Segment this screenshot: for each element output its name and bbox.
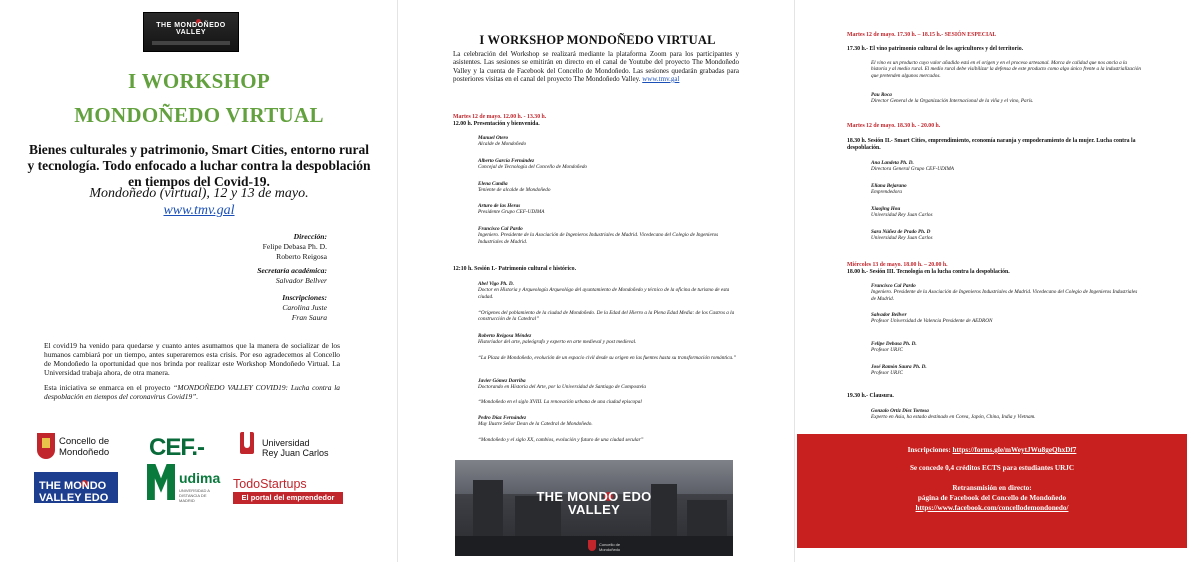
speaker-name: Arturo de las Heras <box>478 203 521 209</box>
registration-box <box>797 434 1187 548</box>
program-intro <box>453 50 739 83</box>
urjc-emblem-icon <box>240 432 254 454</box>
speaker-name: Eliana Bejarano <box>871 183 907 189</box>
talk-title: “Mondoñedo en el siglo XVIII. La renovación urbana de una ciudad episcopal <box>478 399 642 405</box>
speaker-role: Doctor en Historia y Arqueología Arqueológo del ayuntamiento de Mondoñedo y técnico de la oficina de turismo de esta ciudad. <box>478 287 730 300</box>
secretaria-credit <box>257 266 327 286</box>
speaker-role: Profesor URJC <box>871 370 903 377</box>
registration-line <box>797 446 1187 455</box>
speaker-entry <box>871 183 1141 196</box>
todostartups-logo <box>233 477 343 505</box>
speaker-name: Alberto García Fernández <box>478 158 535 164</box>
speaker-name: José Ramón Saura Ph. D. <box>871 364 927 370</box>
speaker-entry <box>478 415 740 428</box>
speaker-entry <box>871 206 1141 219</box>
speaker-entry <box>478 135 740 148</box>
speaker-name: Xiaojing Hou <box>871 206 901 212</box>
speaker-role: Profesor URJC <box>871 347 903 354</box>
facebook-link[interactable]: https://www.facebook.com/concellodemondonedo/ <box>915 504 1069 512</box>
speaker-entry <box>478 281 740 300</box>
special-session-description: El vino es un producto cuyo valor añadido está en el origen y en el proceso artesanal. Marca de calidad que nos ancla a la historia y al medio rural. El medio rural debe visibilizar la defensa de este producto como algo único frente a la industrialización que pretenden algunos mercados. <box>871 60 1141 79</box>
speaker-name: Manuel Otero <box>478 135 509 141</box>
direccion-label: Dirección: <box>293 232 327 241</box>
workshop-subtitle: Bienes culturales y patrimonio, Smart Cities, entorno rural y tecnología. Todo enfocado a luchar contra la despoblación en tiempos del Covid-19. <box>27 142 371 189</box>
program-intro-text: La celebración del Workshop se realizará mediante la plataforma Zoom para los participantes y asistentes. Las sesiones se emitirán en directo en el canal de Youtube del proyecto The Mondoñedo Valley y la cuenta de Facebook del Concello de Mondoñedo. Las sesiones quedarán grabadas para posteriores visitas en el canal del proyecto The Mondoñedo Valley. <box>453 50 739 83</box>
speaker-name: Francisco Cal Pardo <box>478 226 523 232</box>
speaker-entry <box>478 333 740 346</box>
udima-logo <box>147 464 221 503</box>
urjc-logo-line-1: Universidad <box>262 438 310 448</box>
udima-logo-subtext: UNIVERSIDAD A DISTANCIA DE MADRID <box>179 488 210 503</box>
session-3-header: Miércoles 13 de mayo. 18.00 h. – 20.00 h. <box>847 262 948 268</box>
speaker-entry <box>478 378 740 391</box>
direccion-name-1: Felipe Debasa Ph. D. <box>262 242 327 251</box>
speaker-name: Ana Landeta Ph. D. <box>871 160 914 166</box>
speaker-role: Ingeniero. Presidente de la Asociación de Ingenieros Industriales de Madrid. Vicedecano del Colegio de Ingenieros Industriales de Madrid. <box>478 232 719 245</box>
session-2-title: 18.30 h. Sesión II.- Smart Cities, emprendimiento, economía naranja y empoderamiento de la mujer. Lucha contra la despoblación. <box>847 138 1136 151</box>
registration-label: Inscripciones: <box>907 446 953 454</box>
todostartups-logo-text: TodoStartups <box>233 477 307 491</box>
the-mondonedo-valley-logo <box>34 472 118 503</box>
session-1-title: 12:10 h. Sesión I.- Patrimonio cultural e histórico. <box>453 266 577 272</box>
project-paragraph-prefix: Esta iniciativa se enmarca en el proyecto <box>44 383 174 392</box>
speaker-role: Ingeniero. Presidente de la Asociación de Ingenieros Industriales de Madrid. Vicedecano del Colegio de Ingenieros Industriales de Madrid. <box>871 289 1138 302</box>
concello-logo-line-1: Concello de <box>59 436 110 447</box>
cef-logo <box>145 433 215 459</box>
speaker-entry <box>478 181 740 194</box>
inscripciones-credit <box>282 293 327 323</box>
clausura-title: 19.30 h.- Clausura. <box>847 393 894 399</box>
speaker-entry <box>478 203 740 216</box>
project-paragraph <box>44 383 340 401</box>
speaker-role: Muy Ilustre Señor Dean de la Catedral de Mondoñedo. <box>478 421 593 428</box>
inscripciones-name-1: Carolina Juste <box>282 303 327 312</box>
cef-logo-text: CEF.- <box>149 434 204 461</box>
speaker-role: Experto en Asia, ha estado destinado en Corea, Japón, China, India y Vietnam. <box>871 414 1036 421</box>
urjc-logo <box>240 430 340 464</box>
speaker-entry <box>478 226 740 245</box>
speaker-name: Sara Núñez de Prado Ph. D <box>871 229 931 235</box>
speaker-name: Francisco Cal Pardo <box>871 283 916 289</box>
speaker-entry <box>871 283 1141 302</box>
speaker-role: Profesor Universidad de Valencia Presidente de AEDRON <box>871 318 993 325</box>
speaker-name: Pedro Díaz Fernández <box>478 415 527 421</box>
speaker-role: Doctorando en Historia del Arte, por la Universidad de Santiago de Compostela <box>478 384 646 391</box>
special-session-header: Martes 12 de mayo. 17.30 h. – 18.15 h.- SESIÓN ESPECIAL <box>847 32 997 38</box>
tmv-logo-line-1: THE MONDO <box>39 480 107 492</box>
secretaria-name: Salvador Bellver <box>275 276 327 285</box>
slot-1-datetime: Martes 12 de mayo. 12.00 h. - 13.30 h. <box>453 114 547 120</box>
inscripciones-name-2: Fran Saura <box>291 313 327 322</box>
mondonedo-town-photo <box>455 460 733 556</box>
speaker-entry <box>871 364 1141 377</box>
project-name: “MONDOÑEDO VALLEY COVID19: Lucha contra la despoblación en tiempos del coronavirus Covid19”. <box>44 383 340 401</box>
concello-logo-line-2: Mondoñedo <box>59 447 110 458</box>
speaker-name: Javier Gómez Darriba <box>478 378 526 384</box>
program-title: I WORKSHOP MONDOÑEDO VIRTUAL <box>479 33 716 47</box>
photo-concello-label: Concello de Mondoñedo <box>599 542 621 552</box>
inscripciones-label: Inscripciones: <box>282 293 327 302</box>
middle-panel <box>400 0 795 562</box>
speaker-role: Director General de la Organización Internacional de la viña y el vino, París. <box>871 98 1034 105</box>
todostartups-tagline: El portal del emprendedor <box>233 492 343 504</box>
speaker-role: Teniente de alcalde de Mondoñedo <box>478 187 551 194</box>
speaker-name: Elena Candia <box>478 181 508 187</box>
speaker-name: Abel Vigo Ph. D. <box>478 281 514 287</box>
slot-1-title: 12.00 h. Presentación y bienvenida. <box>453 121 540 127</box>
speaker-role: Directora General Grupo CEF-UDIMA <box>871 166 954 173</box>
workshop-title-line-1: I WORKSHOP <box>127 69 271 93</box>
special-session-title: 17.30 h.- El vino patrimonio cultural de los agricultores y del territorio. <box>847 46 1024 52</box>
udima-m-icon <box>147 464 175 500</box>
speaker-entry <box>478 158 740 171</box>
right-panel <box>797 0 1200 562</box>
speaker-name: Salvador Bellver <box>871 312 907 318</box>
speaker-entry <box>871 312 1141 325</box>
ects-notice: Se concede 0,4 créditos ECTS para estudiantes URJC <box>909 464 1075 472</box>
speaker-entry <box>871 92 1141 105</box>
photo-brand-line-2: VALLEY <box>567 502 621 517</box>
coat-of-arms-icon <box>37 433 55 459</box>
talk-title: “Mondoñedo y el siglo XX, cambios, evolución y futuro de una ciudad secular” <box>478 437 644 443</box>
left-panel <box>0 0 398 562</box>
speaker-role: Presidente Grupo CEF-UDIMA <box>478 209 545 216</box>
concello-shield-icon <box>588 540 596 551</box>
speaker-name: Gonzalo Ortiz Díez Tortosa <box>871 408 929 414</box>
secretaria-label: Secretaría académica: <box>257 266 327 275</box>
speaker-name: Roberto Reigosa Méndez <box>478 333 532 339</box>
speaker-role: Concejal de Tecnología del Concello de Mondoñedo <box>478 164 588 171</box>
photo-brand-line-1: THE MONDO EDO <box>536 489 652 504</box>
talk-title: “Orígenes del poblamiento de la ciudad de Mondoñedo. De la Edad del Hierro a la Plena Edad Media: de los Castros a la construcción de la Catedral” <box>478 310 735 323</box>
thumbnail-bar <box>152 41 230 45</box>
slot-1-header <box>453 114 546 121</box>
thumbnail-brand-text: THE MONDOÑEDO VALLEY <box>156 22 226 36</box>
speaker-role: Alcalde de Mondoñedo <box>478 141 527 148</box>
concello-mondonedo-logo <box>37 433 127 467</box>
session-2-header: Martes 12 de mayo. 18.30 h. - 20.00 h. <box>847 123 941 129</box>
udima-logo-text: udima <box>179 470 221 486</box>
speaker-name: Pau Roca <box>871 92 892 98</box>
workshop-date: Mondoñedo (virtual), 12 y 13 de mayo. <box>89 186 309 201</box>
session-3-title: 18.00 h.- Sesión III. Tecnología en la lucha contra la despoblación. <box>847 269 1010 275</box>
website-link[interactable]: www.tmv.gal <box>163 203 235 218</box>
workshop-title-line-2: MONDOÑEDO VIRTUAL <box>74 103 324 127</box>
speaker-entry <box>871 408 1141 421</box>
speaker-entry <box>871 341 1141 354</box>
speaker-role: Historiador del arte, paleógrafo y experto en arte medieval y post medieval. <box>478 339 637 346</box>
speaker-role: Emprendedora <box>871 189 902 196</box>
talk-title: “La Plaza de Mondoñedo, evolución de un espacio civil desde su origen en las fuentes hasta su transformación romántica.” <box>478 355 737 361</box>
broadcast-line-1: Retransmisión en directo: <box>952 484 1032 492</box>
broadcast-line-2: página de Facebook del Concello de Mondoñedo <box>917 494 1067 502</box>
speaker-entry <box>871 229 1141 242</box>
direccion-name-2: Roberto Reigosa <box>276 252 327 261</box>
urjc-logo-line-2: Rey Juan Carlos <box>262 448 329 458</box>
hero-thumbnail-image <box>143 12 239 52</box>
program-intro-link[interactable]: www.tmv.gal <box>642 74 680 83</box>
registration-form-link[interactable]: https://forms.gle/mWeytJWu8geQhxDf7 <box>952 446 1077 454</box>
speaker-entry <box>871 160 1141 173</box>
speaker-role: Universidad Rey Juan Carlos <box>871 235 933 242</box>
intro-paragraph: El covid19 ha venido para quedarse y cuanto antes asumamos que la manera de socializar de los humanos cambiará por un tiempo, antes superaremos esta crisis. Por eso agradecemos al Concello de Mondoñedo la oportunidad que nos brinda por realizar este Workshop Mondoñedo Virtual. La Universidad trabaja ahora, de otra manera. <box>44 341 340 377</box>
speaker-role: Universidad Rey Juan Carlos <box>871 212 933 219</box>
tmv-logo-line-2: VALLEY EDO <box>39 492 109 504</box>
speaker-name: Felipe Debasa Ph. D. <box>871 341 917 347</box>
direccion-credit <box>263 232 327 262</box>
